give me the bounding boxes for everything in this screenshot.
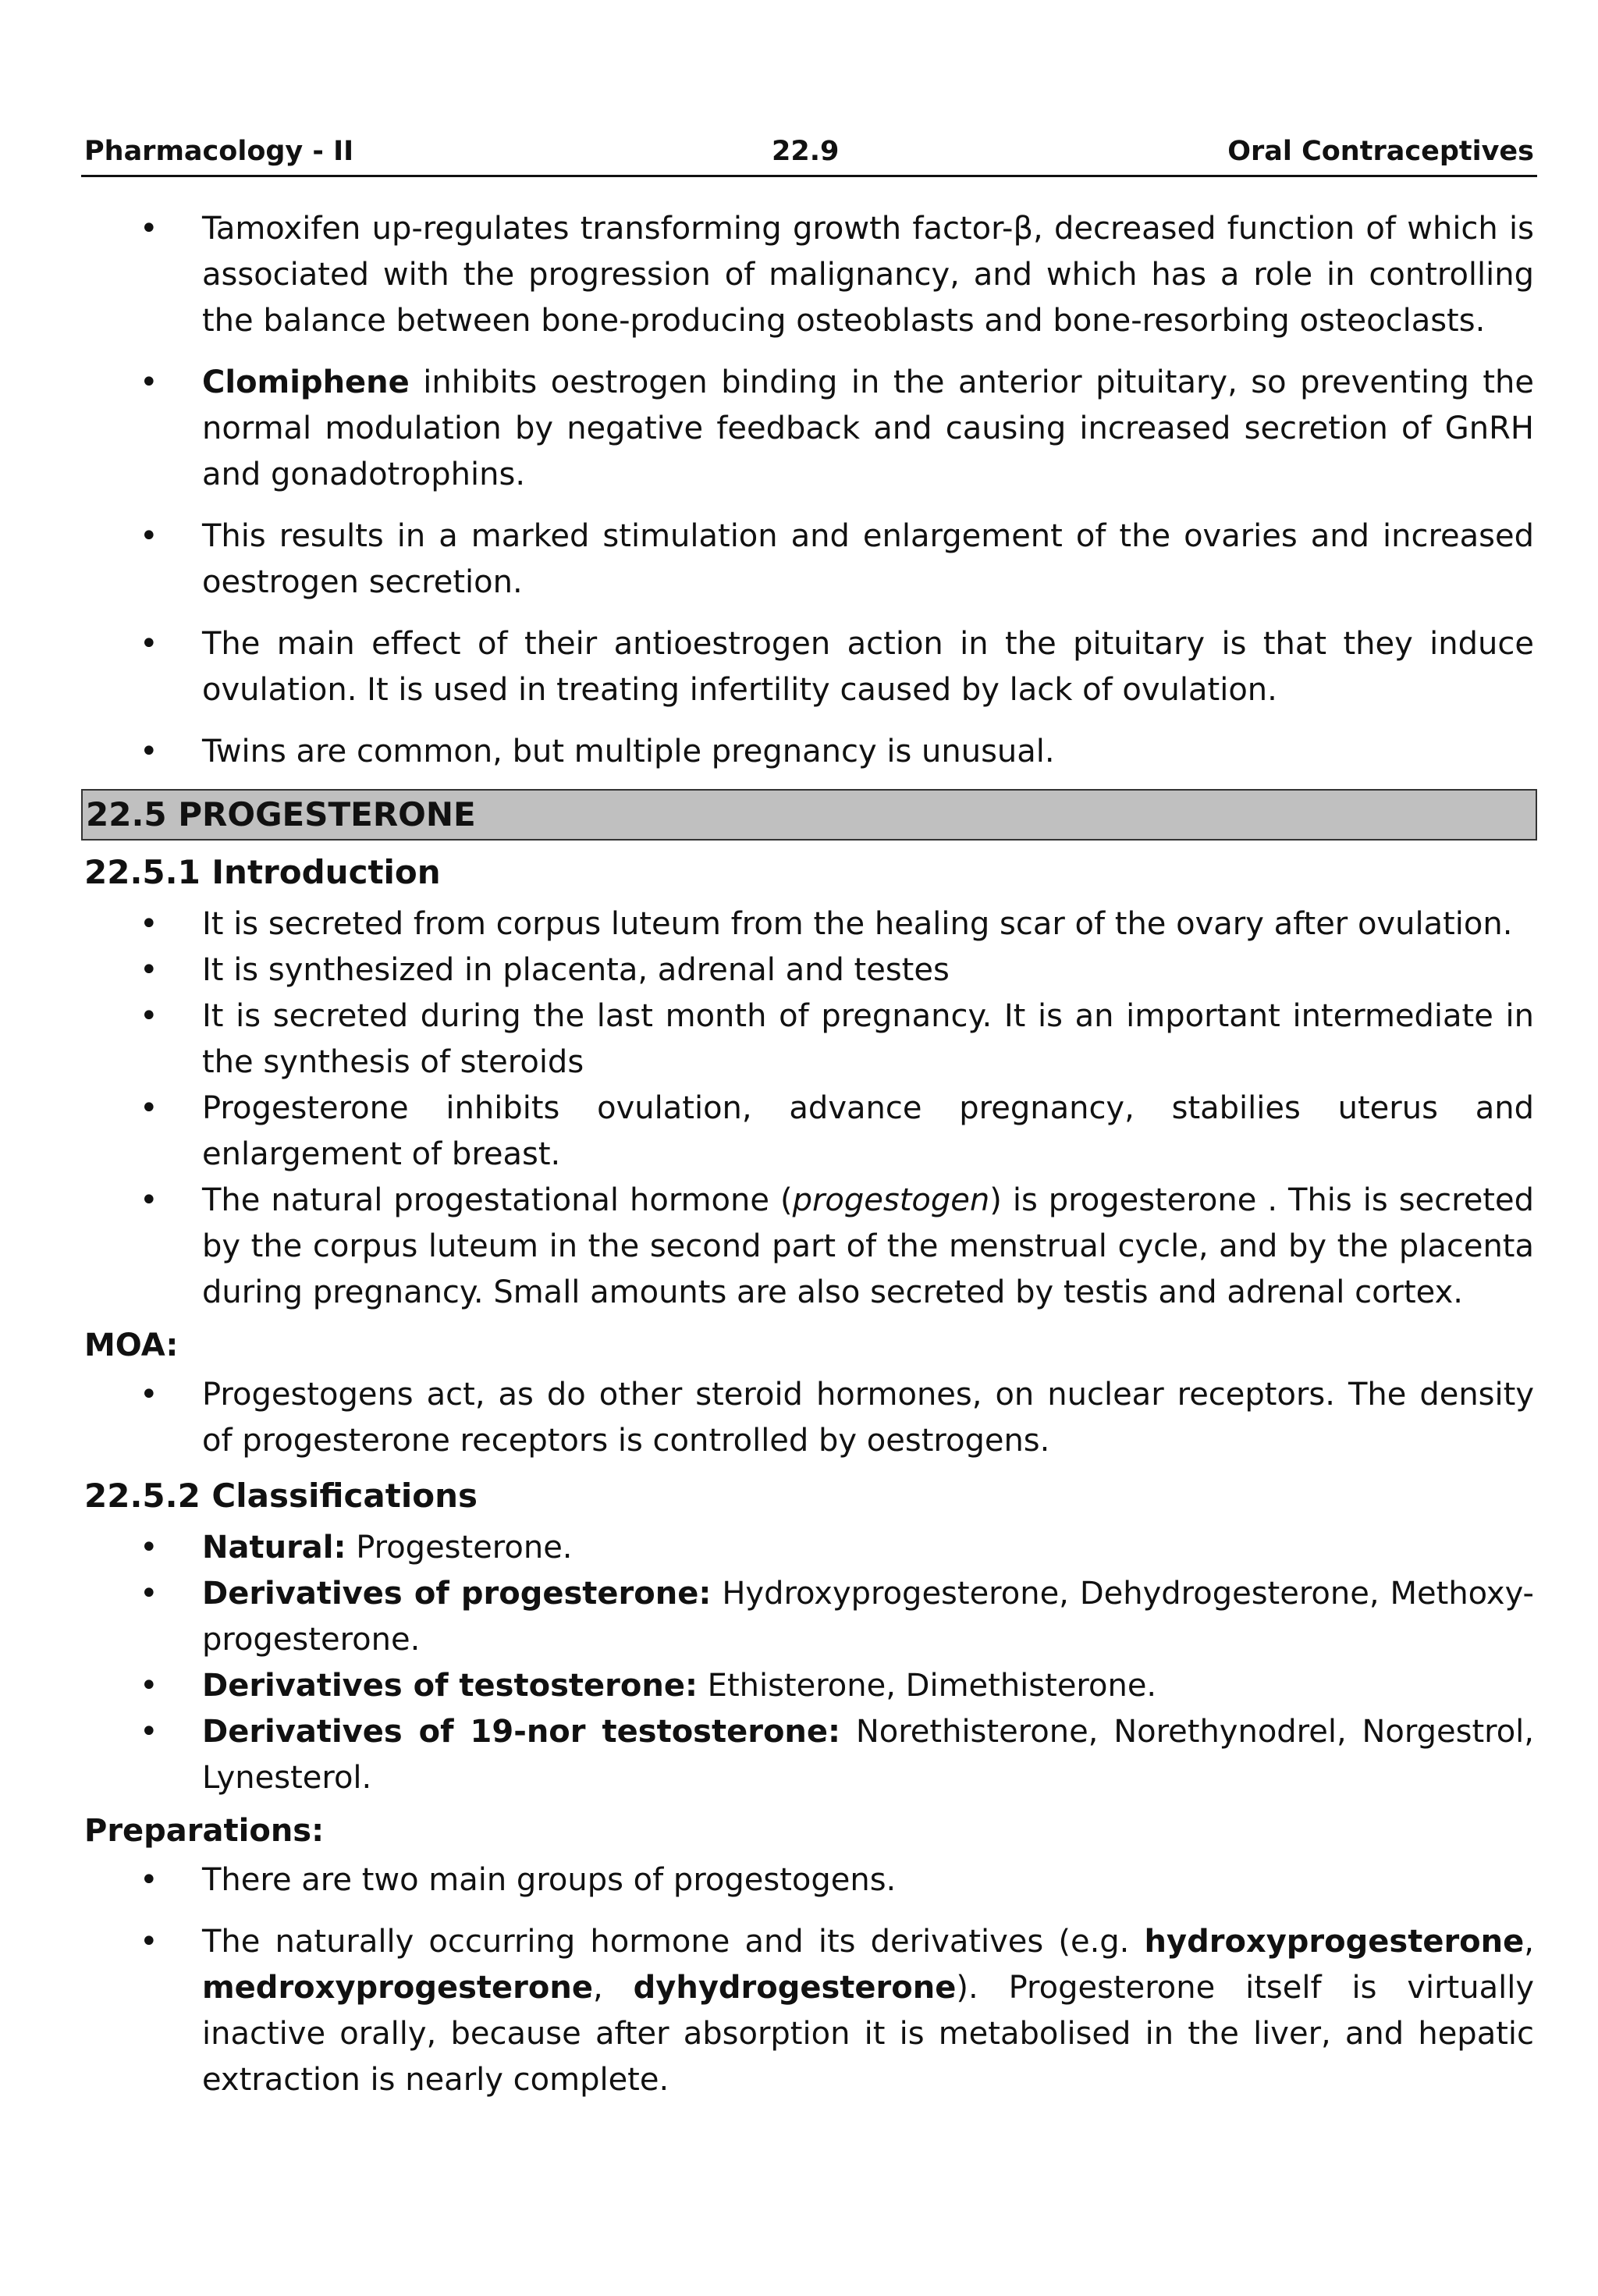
list-item (81, 206, 1537, 344)
list-item (81, 1857, 1537, 1903)
list-item (81, 1663, 1537, 1709)
moa-label: MOA: (84, 1327, 179, 1363)
bullet-text: Hydroxyprogesterone, Dehydrogesterone, Methoxy-progesterone. (202, 1576, 1534, 1658)
subsection-heading-introduction: 22.5.1 Introduction (84, 853, 441, 891)
bullet-text: It is secreted during the last month of pregnancy. It is an important intermediate in the synthesis of steroids (202, 998, 1534, 1080)
list-item (81, 621, 1537, 713)
list-item (81, 1086, 1537, 1178)
bullet-term: Clomiphene (202, 364, 410, 400)
bullet-text: Tamoxifen up-regulates transforming growth factor-β, decreased function of which is associated with the progression of malignancy, and which has a role in controlling the balance between bone-producing osteoblasts and bone-resorbing osteoclasts. (202, 211, 1534, 339)
bullet-text-post: ). Progesterone itself is virtually inactive orally, because after absorption it is metabolised in the liver, and hepatic extraction is nearly complete. (202, 1970, 1535, 2098)
preparations-label: Preparations: (84, 1813, 325, 1849)
bullet-text: There are two main groups of progestogens. (202, 1862, 897, 1898)
subsection-heading-classifications: 22.5.2 Classifications (84, 1477, 478, 1515)
bullet-term: Derivatives of 19-nor testosterone: (202, 1714, 841, 1750)
bullet-separator: , (1524, 1924, 1534, 1960)
bullet-italic-term: progestogen (792, 1182, 990, 1218)
list-item (81, 1178, 1537, 1316)
introduction-bullet-list (81, 901, 1537, 1316)
bullet-text: Progesterone inhibits ovulation, advance pregnancy, stabilies uterus and enlargement of breast. (202, 1090, 1534, 1172)
list-item (81, 360, 1537, 498)
moa-bullet-list (81, 1372, 1537, 1464)
classification-bullet-list (81, 1525, 1537, 1801)
list-item (81, 1372, 1537, 1464)
bullet-text: Progestogens act, as do other steroid hormones, on nuclear receptors. The density of progesterone receptors is controlled by oestrogens. (202, 1377, 1534, 1459)
bullet-term: Natural: (202, 1530, 346, 1566)
header-page-number: 22.9 (772, 136, 840, 167)
bullet-text: Ethisterone, Dimethisterone. (697, 1668, 1157, 1704)
list-item (81, 1525, 1537, 1571)
header-subject: Pharmacology - II (84, 136, 354, 167)
bullet-text: Twins are common, but multiple pregnancy is unusual. (202, 734, 1055, 769)
bullet-text: inhibits oestrogen binding in the anterior pituitary, so preventing the normal modulation by negative feedback and causing increased secretion of GnRH and gonadotrophins. (202, 364, 1534, 492)
top-bullet-list (81, 206, 1537, 775)
list-item (81, 1919, 1537, 2103)
list-item (81, 1571, 1537, 1663)
page-header (81, 133, 1537, 177)
bullet-text: It is synthesized in placenta, adrenal and testes (202, 952, 950, 988)
bullet-text: Norethisterone, Norethynodrel, Norgestrol, Lynesterol. (202, 1714, 1534, 1796)
bullet-term: Derivatives of testosterone: (202, 1668, 698, 1704)
bullet-text: This results in a marked stimulation and enlargement of the ovaries and increased oestrogen secretion. (202, 518, 1534, 600)
bullet-term: Derivatives of progesterone: (202, 1576, 712, 1612)
preparations-bullet-list (81, 1857, 1537, 2103)
bullet-drug-name: hydroxyprogesterone (1144, 1924, 1525, 1960)
list-item (81, 901, 1537, 947)
bullet-text-pre: The naturally occurring hormone and its derivatives (e.g. (202, 1924, 1145, 1960)
page-content (81, 206, 1537, 2103)
bullet-text-post: ) is progesterone . This is secreted by the corpus luteum in the second part of the menstrual cycle, and by the placenta during pregnancy. Small amounts are also secreted by testis and adrenal cortex. (202, 1182, 1534, 1310)
bullet-text-pre: The natural progestational hormone ( (202, 1182, 793, 1218)
section-heading-bar: 22.5 PROGESTERONE (81, 789, 1537, 841)
list-item (81, 993, 1537, 1086)
list-item (81, 729, 1537, 775)
list-item (81, 947, 1537, 993)
bullet-text: Progesterone. (346, 1530, 573, 1566)
bullet-separator: , (593, 1970, 634, 2006)
list-item (81, 1709, 1537, 1801)
bullet-text: It is secreted from corpus luteum from the healing scar of the ovary after ovulation. (202, 906, 1513, 942)
bullet-text: The main effect of their antioestrogen action in the pituitary is that they induce ovulation. It is used in treating infertility caused by lack of ovulation. (202, 626, 1534, 708)
header-chapter-title: Oral Contraceptives (1227, 136, 1534, 167)
bullet-drug-name: dyhydrogesterone (633, 1970, 957, 2006)
list-item (81, 514, 1537, 606)
bullet-drug-name: medroxyprogesterone (202, 1970, 593, 2006)
